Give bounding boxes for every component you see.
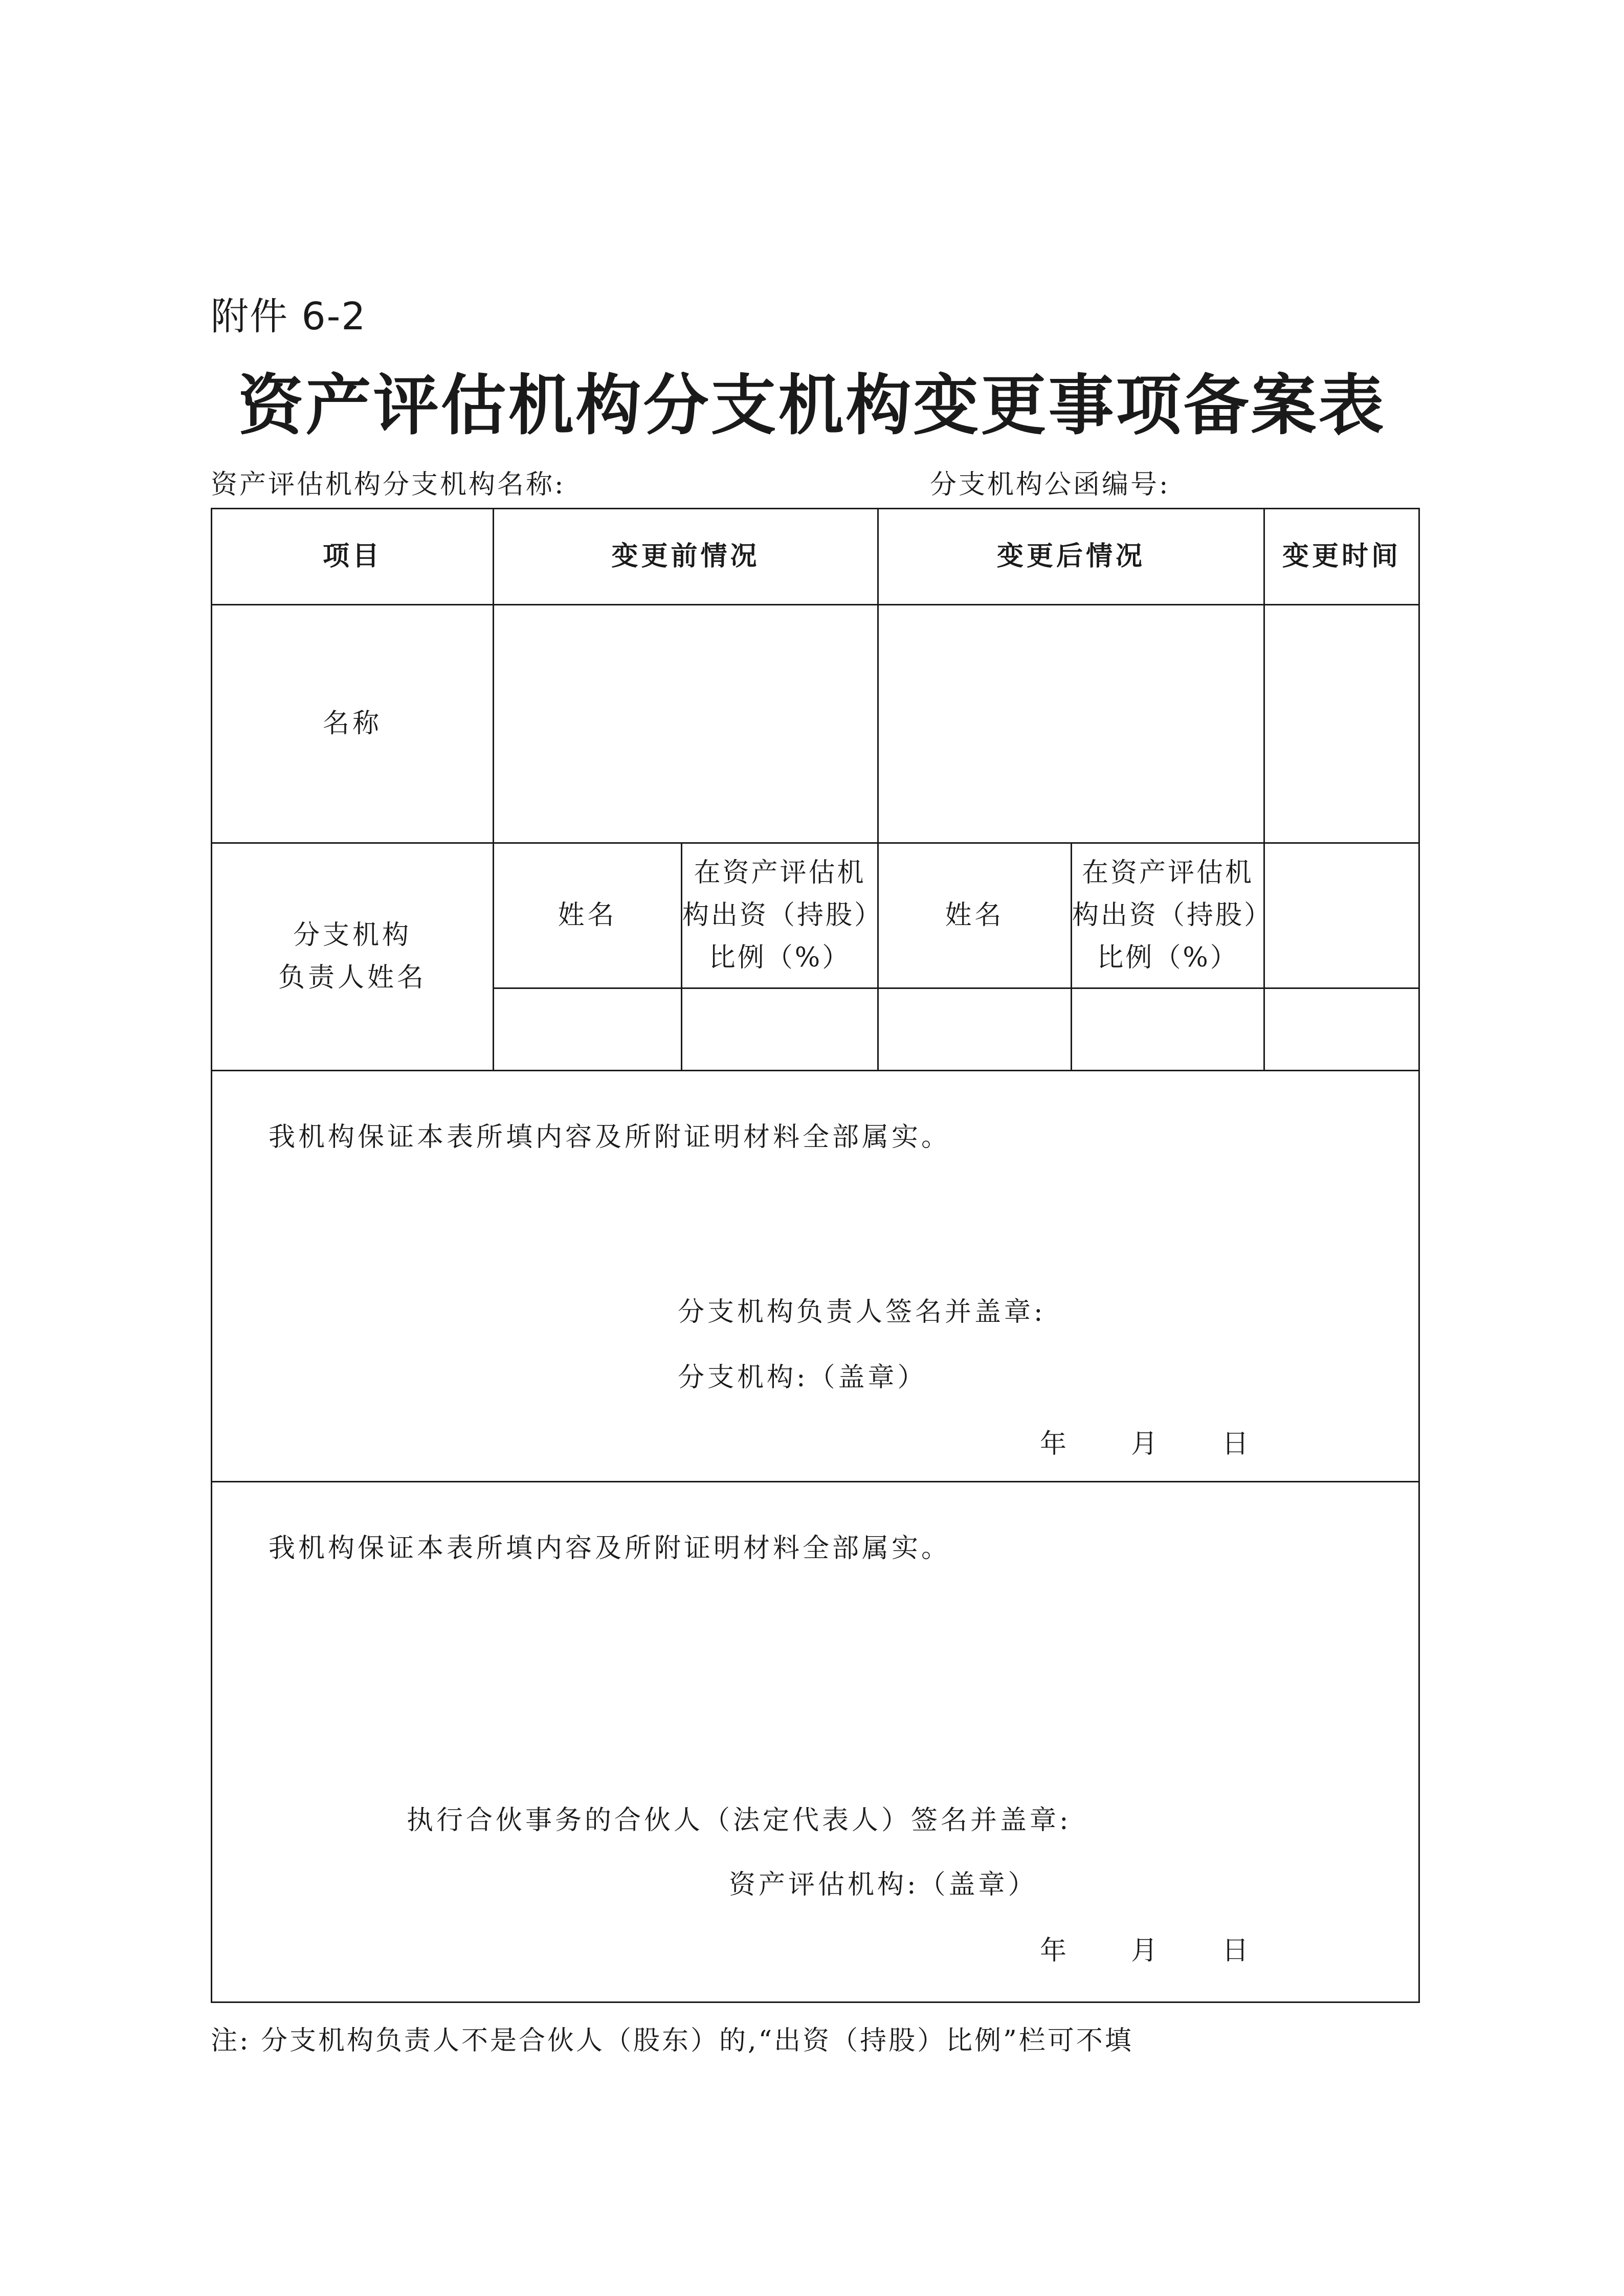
declaration-1-statement: 我机构保证本表所填内容及所附证明材料全部属实。 (269, 1122, 951, 1153)
header-after: 变更后情况 (878, 509, 1264, 605)
name-row-label: 名称 (212, 605, 494, 843)
head-time-cell[interactable] (1264, 843, 1419, 988)
after-name-cell[interactable] (878, 988, 1072, 1071)
before-ratio-cell[interactable] (682, 988, 878, 1071)
after-ratio-line3: 比例（%） (1097, 942, 1239, 974)
declaration-1-month: 月 (1131, 1429, 1161, 1459)
declaration-1-date (1040, 1423, 1252, 1466)
branch-name-label: 资产评估机构分支机构名称: (211, 469, 566, 500)
declaration-1-signature-label: 分支机构负责人签名并盖章: (678, 1297, 1046, 1327)
declaration-row-1 (212, 1071, 1419, 1482)
header-time: 变更时间 (1264, 509, 1419, 605)
declaration-2-day: 日 (1222, 1935, 1252, 1966)
after-name-label: 姓名 (878, 843, 1072, 988)
declaration-row-2 (212, 1482, 1419, 2002)
head-row-1 (212, 843, 1419, 988)
footnote: 注: 分支机构负责人不是合伙人（股东）的,“出资（持股）比例”栏可不填 (211, 2025, 1133, 2056)
head-row-label (212, 843, 494, 1071)
after-ratio-cell[interactable] (1072, 988, 1264, 1071)
declaration-2-signature-label: 执行合伙事务的合伙人（法定代表人）签名并盖章: (407, 1805, 1072, 1836)
before-ratio-line3: 比例（%） (708, 942, 851, 974)
declaration-2-year: 年 (1040, 1935, 1070, 1966)
declaration-2 (212, 1482, 1419, 2002)
before-name-label: 姓名 (494, 843, 682, 988)
attachment-label: 附件 6-2 (211, 295, 367, 339)
name-time-cell[interactable] (1264, 605, 1419, 843)
head-time-cell-2[interactable] (1264, 988, 1419, 1071)
declaration-1-seal-label: 分支机构:（盖章） (678, 1362, 927, 1393)
before-name-cell[interactable] (494, 988, 682, 1071)
declaration-1-year: 年 (1040, 1429, 1070, 1459)
after-ratio-label (1072, 843, 1273, 988)
header-before: 变更前情况 (494, 509, 878, 605)
filing-table (211, 508, 1420, 2003)
declaration-2-seal-label: 资产评估机构:（盖章） (729, 1870, 1038, 1900)
name-before-cell[interactable] (494, 605, 878, 843)
name-after-cell[interactable] (878, 605, 1264, 843)
declaration-2-month: 月 (1131, 1935, 1161, 1966)
before-ratio-line2: 构出资（持股） (682, 899, 883, 931)
before-ratio-label (682, 843, 883, 988)
declaration-2-date (1040, 1930, 1252, 1972)
head-row-label-line2: 负责人姓名 (278, 962, 427, 993)
before-ratio-line1: 在资产评估机 (694, 857, 866, 888)
after-ratio-line2: 构出资（持股） (1072, 899, 1273, 931)
name-row (212, 605, 1419, 843)
after-ratio-line1: 在资产评估机 (1082, 857, 1254, 888)
declaration-1 (212, 1071, 1419, 1482)
header-row (212, 509, 1419, 605)
header-item: 项目 (212, 509, 494, 605)
letter-number-label: 分支机构公函编号: (930, 469, 1170, 500)
head-row-label-line1: 分支机构 (293, 919, 412, 951)
declaration-2-statement: 我机构保证本表所填内容及所附证明材料全部属实。 (269, 1533, 951, 1564)
form-title: 资产评估机构分支机构变更事项备案表 (238, 368, 1386, 444)
declaration-1-day: 日 (1222, 1429, 1252, 1459)
